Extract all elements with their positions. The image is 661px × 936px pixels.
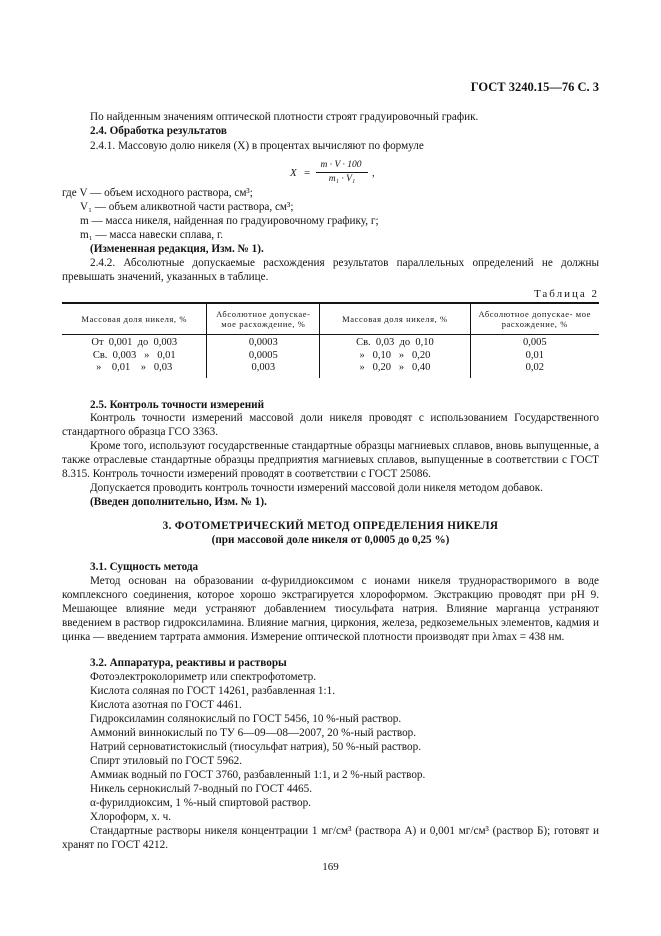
reagent-item: Кислота азотная по ГОСТ 4461. xyxy=(90,699,242,711)
where-line-2: V₁ — объем аликвотной части раствора, см³; xyxy=(80,201,294,213)
formula-fraction-bar xyxy=(316,172,368,173)
table-cell-col2 xyxy=(207,335,320,378)
table-cell-col3 xyxy=(320,335,470,378)
table-cell: От 0,001 до 0,003 xyxy=(91,337,178,348)
table-header-tolerance-1: Абсолютное допускае- мое расхождение, % xyxy=(207,303,320,335)
reagent-item: Хлороформ, х. ч. xyxy=(90,811,171,823)
reagent-item: α-фурилдиоксим, 1 %-ный спиртовой раствор. xyxy=(90,797,312,809)
table-cell: » 0,10 » 0,20 xyxy=(359,349,431,361)
formula-equals: = xyxy=(304,167,311,179)
added-note: (Введен дополнительно, Изм. № 1). xyxy=(90,496,267,508)
reagent-item: Кислота соляная по ГОСТ 14261, разбавленная 1:1. xyxy=(90,685,335,697)
section-3-title: 3. ФОТОМЕТРИЧЕСКИЙ МЕТОД ОПРЕДЕЛЕНИЯ НИКЕЛЯ xyxy=(162,520,499,532)
section-3-subtitle: (при массовой доле никеля от 0,0005 до 0,25 %) xyxy=(211,534,450,546)
where-line-1: где V — объем исходного раствора, см³; xyxy=(62,187,253,199)
reagent-item: Спирт этиловый по ГОСТ 5962. xyxy=(90,755,243,767)
formula-denominator: m₁ · V₁ xyxy=(328,174,356,184)
table-header-mass-fraction-2: Массовая доля никеля, % xyxy=(320,303,470,335)
where-line-4: m₁ — масса навески сплава, г. xyxy=(80,229,224,241)
paragraph-2-4-2: 2.4.2. Абсолютные допускаемые расхождения результатов параллельных определений не должны превышать значений, указанных в таблице. xyxy=(62,257,599,283)
paragraph-2-5-c: Допускается проводить контроль точности измерений массовой доли никеля методом добавок. xyxy=(90,482,543,494)
table-caption: Таблица 2 xyxy=(533,288,599,300)
table-cell: Св. 0,03 до 0,10 xyxy=(356,337,434,348)
table-header-tolerance-2: Абсолютное допускае- мое расхождение, % xyxy=(470,303,599,335)
table-2 xyxy=(62,302,599,378)
table-cell: 0,005 xyxy=(522,337,547,348)
formula-lhs: X xyxy=(290,167,297,179)
paragraph-2-4-1: 2.4.1. Массовую долю никеля (X) в процентах вычисляют по формуле xyxy=(90,140,424,152)
intro-paragraph: По найденным значениям оптической плотности строят градуировочный график. xyxy=(90,111,479,123)
heading-2-4: 2.4. Обработка результатов xyxy=(90,125,227,137)
table-cell: 0,01 xyxy=(525,349,544,361)
heading-3-2: 3.2. Аппаратура, реактивы и растворы xyxy=(90,657,287,669)
table-cell: » 0,20 » 0,40 xyxy=(359,362,431,373)
table-cell: » 0,01 » 0,03 xyxy=(96,362,173,373)
page-number: 169 xyxy=(322,861,339,873)
table-cell: 0,0003 xyxy=(248,337,278,348)
changed-note: (Измененная редакция, Изм. № 1). xyxy=(90,243,264,255)
table-cell: Св. 0,003 » 0,01 xyxy=(92,349,176,361)
reagent-item: Натрий серноватистокислый (тиосульфат натрия), 50 %-ный раствор. xyxy=(90,741,421,753)
reagent-item: Аммоний виннокислый по ТУ 6—09—08—2007, 20 %-ный раствор. xyxy=(90,727,417,739)
paragraph-2-5-b: Кроме того, используют государственные стандартные образцы магниевых сплавов, вновь выпущенные, а также отраслевые стандартные образцы предприятия магниевых сплавов, выпущенные в соответствии с ГОСТ 8.315. Контроль точности измерений проводят в соответствии с ГОСТ 25086. xyxy=(62,440,599,480)
paragraph-3-1: Метод основан на образовании α-фурилдиоксимом с ионами никеля труднорастворимого в воде комплексного соединения, которое хорошо экстрагируется хлороформом. Экстракцию проводят при pH 9. Мешающее влияние меди устраняют добавлением тиосульфата натрия. Влияние марганца устраняют введением в раствор гидроксиламина. Влияние магния, циркония, железа, редкоземельных элементов, кадмия и цинка — введением тартрата аммония. Измерение оптической плотности производят при λmax = 438 нм. xyxy=(62,575,599,643)
table-cell-col4 xyxy=(470,335,599,378)
formula-numerator: m · V · 100 xyxy=(320,160,362,170)
page-header: ГОСТ 3240.15—76 С. 3 xyxy=(470,80,599,94)
table-cell-col1 xyxy=(62,335,207,378)
reagent-item: Аммиак водный по ГОСТ 3760, разбавленный 1:1, и 2 %-ный раствор. xyxy=(90,769,426,781)
reagent-item: Никель сернокислый 7-водный по ГОСТ 4465. xyxy=(90,783,313,795)
paragraph-standard-solutions: Стандартные растворы никеля концентрации 1 мг/см³ (раствора А) и 0,001 мг/см³ (раствор Б); готовят и хранят по ГОСТ 4212. xyxy=(62,825,599,851)
formula-comma: , xyxy=(372,167,375,179)
heading-3-1: 3.1. Сущность метода xyxy=(90,561,199,573)
paragraph-2-5-a: Контроль точности измерений массовой доли никеля проводят с использованием Государственного стандартного образца ГСО 3363. xyxy=(62,412,599,438)
heading-2-5: 2.5. Контроль точности измерений xyxy=(90,399,265,411)
reagent-item: Гидроксиламин солянокислый по ГОСТ 5456, 10 %-ный раствор. xyxy=(90,713,402,725)
table-cell: 0,0005 xyxy=(248,349,278,361)
reagent-item: Фотоэлектроколориметр или спектрофотометр. xyxy=(90,671,316,683)
table-cell: 0,003 xyxy=(251,362,276,373)
where-line-3: m — масса никеля, найденная по градуировочному графику, г; xyxy=(80,215,379,227)
table-header-mass-fraction-1: Массовая доля никеля, % xyxy=(62,303,207,335)
table-cell: 0,02 xyxy=(525,362,544,373)
